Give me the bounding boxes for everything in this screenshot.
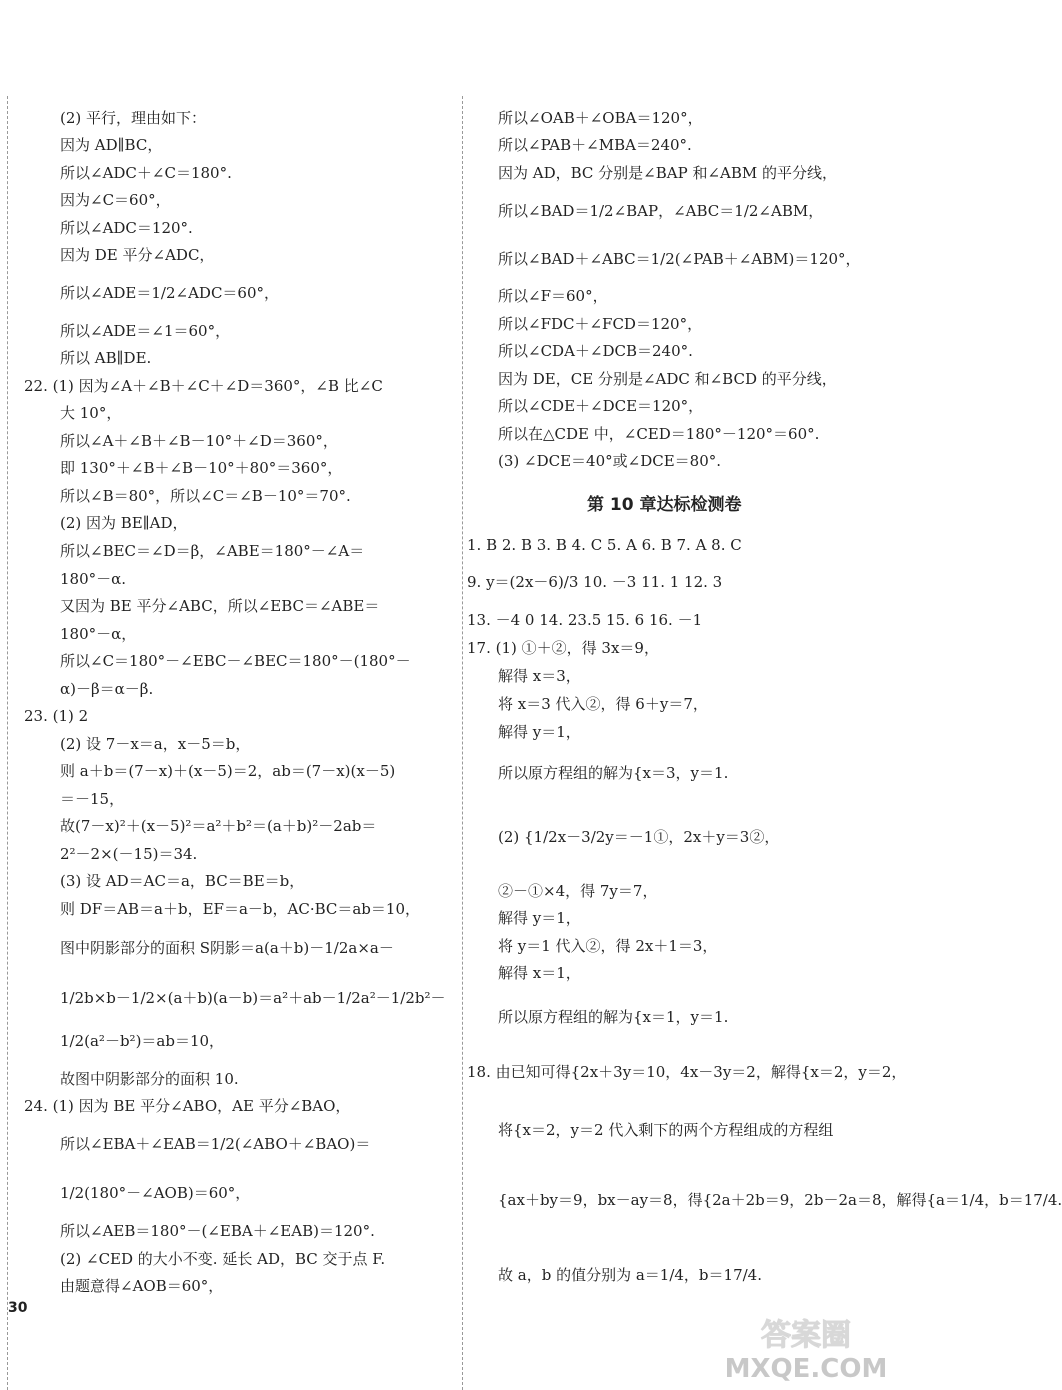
text-line: 所以∠C＝180°－∠EBC－∠BEC＝180°－(180°－: [60, 652, 411, 670]
text-line: 1/2(180°－∠AOB)＝60°，: [60, 1184, 251, 1202]
text-line: 所以∠AEB＝180°－(∠EBA＋∠EAB)＝120°.: [60, 1222, 375, 1240]
text-line: 所以在△CDE 中，∠CED＝180°－120°＝60°.: [498, 425, 820, 443]
text-line: 解得 x＝3，: [498, 667, 581, 685]
text-line: 解得 y＝1，: [498, 723, 581, 741]
text-line: (2) 设 7－x＝a，x－5＝b，: [60, 735, 251, 753]
text-line: {ax＋by＝9，bx－ay＝8，得{2a＋2b＝9，2b－2a＝8，解得{a＝1/4，b＝17/4.: [498, 1191, 1062, 1209]
text-line: (2) {1/2x－3/2y＝－1①，2x＋y＝3②，: [498, 828, 780, 846]
text-line: 所以∠ADE＝1/2∠ADC＝60°，: [60, 284, 280, 302]
text-line: 所以∠BAD＝1/2∠BAP，∠ABC＝1/2∠ABM，: [498, 202, 824, 220]
text-line: ②－①×4，得 7y＝7，: [498, 882, 658, 900]
text-line: 将 x＝3 代入②，得 6＋y＝7，: [498, 695, 708, 713]
text-line: 所以∠BEC＝∠D＝β，∠ABE＝180°－∠A＝: [60, 542, 365, 560]
text-line: 因为 DE 平分∠ADC，: [60, 246, 215, 264]
text-line: (3) ∠DCE＝40°或∠DCE＝80°.: [498, 452, 722, 470]
text-line: 图中阴影部分的面积 S阴影＝a(a＋b)－1/2a×a－: [60, 939, 394, 957]
text-line: (3) 设 AD＝AC＝a，BC＝BE＝b，: [60, 872, 305, 890]
text-line: 所以∠PAB＋∠MBA＝240°.: [498, 136, 692, 154]
text-line: 则 DF＝AB＝a＋b，EF＝a－b，AC·BC＝ab＝10，: [60, 900, 420, 918]
text-line: 180°－α.: [60, 570, 127, 588]
text-line: 所以∠B＝80°，所以∠C＝∠B－10°＝70°.: [60, 487, 351, 505]
text-line: 所以∠F＝60°，: [498, 287, 608, 305]
text-line: (2) ∠CED 的大小不变. 延长 AD，BC 交于点 F.: [60, 1250, 386, 1268]
text-line: 所以 AB∥DE.: [60, 349, 152, 367]
text-line: 1/2b×b－1/2×(a＋b)(a－b)＝a²＋ab－1/2a²－1/2b²－: [60, 989, 446, 1007]
text-line: 所以原方程组的解为{x＝1，y＝1.: [498, 1008, 729, 1026]
text-line: 1/2(a²－b²)＝ab＝10，: [60, 1032, 225, 1050]
svg-text:MXQE.COM: MXQE.COM: [724, 1354, 888, 1384]
text-line: α)－β＝α－β.: [60, 680, 154, 698]
right-column: [462, 0, 1062, 1390]
problem-23: 23. (1) 2: [24, 707, 89, 725]
text-line: 所以∠A＋∠B＋∠B－10°＋∠D＝360°，: [60, 432, 338, 450]
text-line: 所以∠CDA＋∠DCB＝240°.: [498, 342, 693, 360]
text-line: 所以∠ADE＝∠1＝60°，: [60, 322, 231, 340]
text-line: 因为∠C＝60°，: [60, 191, 171, 209]
problem-17: 17. (1) ①＋②，得 3x＝9，: [467, 639, 659, 657]
text-line: 所以∠OAB＋∠OBA＝120°，: [498, 109, 703, 127]
text-line: 将 y＝1 代入②，得 2x＋1＝3，: [498, 937, 718, 955]
text-line: 故 a，b 的值分别为 a＝1/4，b＝17/4.: [498, 1266, 762, 1284]
section-title: 第 10 章达标检测卷: [587, 495, 742, 515]
text-line: 因为 AD，BC 分别是∠BAP 和∠ABM 的平分线，: [498, 164, 838, 182]
text-line: (2) 平行，理由如下：: [60, 109, 207, 127]
left-column: [0, 0, 460, 1390]
answers-9-12: 9. y＝(2x－6)/3 10. －3 11. 1 12. 3: [467, 573, 723, 591]
text-line: 2²－2×(－15)＝34.: [60, 845, 198, 863]
text-line: 因为 AD∥BC，: [60, 136, 163, 154]
problem-22: 22. (1) 因为∠A＋∠B＋∠C＋∠D＝360°，∠B 比∠C: [24, 377, 383, 395]
text-line: 则 a＋b＝(7－x)＋(x－5)＝2，ab＝(7－x)(x－5): [60, 762, 396, 780]
text-line: 所以∠CDE＋∠DCE＝120°，: [498, 397, 704, 415]
text-line: 又因为 BE 平分∠ABC，所以∠EBC＝∠ABE＝: [60, 597, 380, 615]
text-line: 所以∠ADC＋∠C＝180°.: [60, 164, 232, 182]
text-line: 故(7－x)²＋(x－5)²＝a²＋b²＝(a＋b)²－2ab＝: [60, 817, 377, 835]
text-line: 大 10°，: [60, 404, 122, 422]
answers-1-8: 1. B 2. B 3. B 4. C 5. A 6. B 7. A 8. C: [467, 536, 742, 554]
problem-18: 18. 由已知可得{2x＋3y＝10，4x－3y＝2，解得{x＝2，y＝2，: [467, 1063, 907, 1081]
text-line: 解得 x＝1，: [498, 964, 581, 982]
text-line: 所以∠BAD＋∠ABC＝1/2(∠PAB＋∠ABM)＝120°，: [498, 250, 861, 268]
page-number: 30: [8, 1300, 28, 1316]
text-line: 由题意得∠AOB＝60°，: [60, 1277, 224, 1295]
text-line: (2) 因为 BE∥AD，: [60, 514, 188, 532]
text-line: 所以∠EBA＋∠EAB＝1/2(∠ABO＋∠BAO)＝: [60, 1135, 371, 1153]
text-line: 因为 DE，CE 分别是∠ADC 和∠BCD 的平分线，: [498, 370, 837, 388]
answers-13-16: 13. －4 0 14. 23.5 15. 6 16. －1: [467, 611, 703, 629]
text-line: ＝－15，: [60, 790, 125, 808]
svg-text:答案圈: 答案圈: [761, 1318, 851, 1353]
text-line: 解得 y＝1，: [498, 909, 581, 927]
text-line: 将{x＝2，y＝2 代入剩下的两个方程组成的方程组: [498, 1121, 834, 1139]
text-line: 所以∠ADC＝120°.: [60, 219, 193, 237]
watermark-logo: [720, 1305, 892, 1385]
text-line: 故图中阴影部分的面积 10.: [60, 1070, 239, 1088]
text-line: 所以∠FDC＋∠FCD＝120°，: [498, 315, 703, 333]
text-line: 所以原方程组的解为{x＝3，y＝1.: [498, 764, 729, 782]
text-line: 180°－α，: [60, 625, 137, 643]
text-line: 即 130°＋∠B＋∠B－10°＋80°＝360°，: [60, 459, 343, 477]
problem-24: 24. (1) 因为 BE 平分∠ABO，AE 平分∠BAO，: [24, 1097, 351, 1115]
